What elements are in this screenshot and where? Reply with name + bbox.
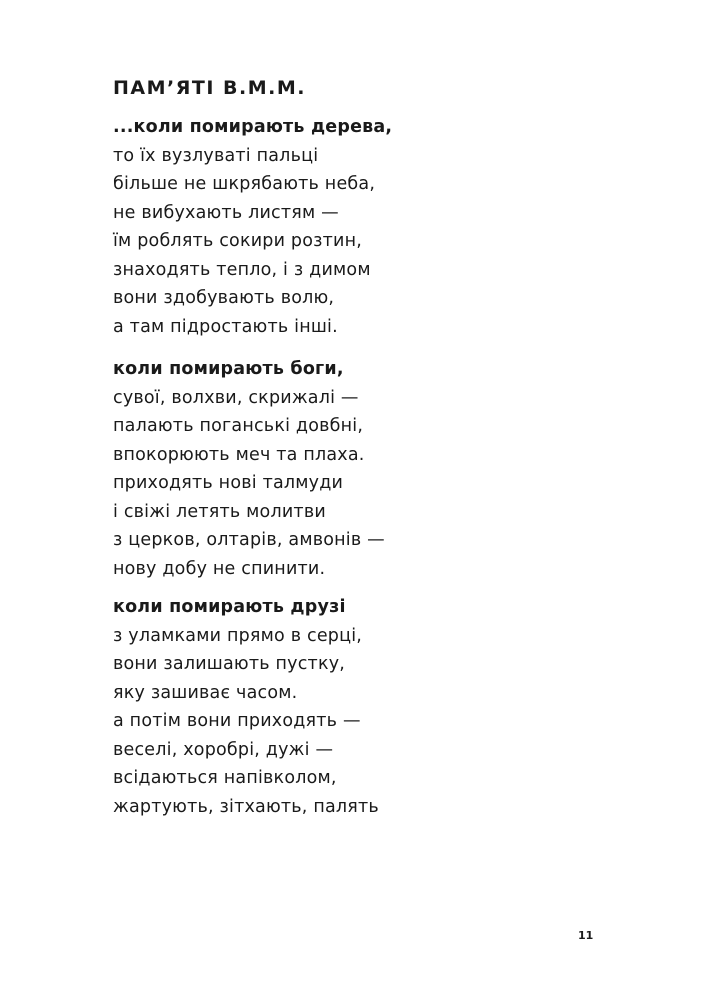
poem-line: палають поганські довбні, — [113, 416, 364, 436]
poem-line: знаходять тепло, і з димом — [113, 259, 371, 280]
poem-line: то їх вузлуваті пальці — [113, 145, 319, 166]
poem-line: нову добу не спинити. — [113, 558, 326, 579]
poem-line: а потім вони приходять — — [113, 711, 361, 731]
poem-line: сувої, волхви, скрижалі — — [113, 387, 359, 408]
poem-line: жартують, зітхають, палять — [113, 796, 379, 817]
stanza-2 — [113, 355, 385, 583]
poem-line: більше не шкрябають неба, — [113, 174, 376, 194]
poem-line: веселі, хоробрі, дужі — — [113, 739, 334, 760]
stanza-3 — [113, 593, 379, 821]
poem-line: вони залишають пустку, — [113, 654, 346, 674]
poem-line: приходять нові талмуди — [113, 473, 344, 493]
poem-title: ПАМ’ЯТІ В.М.М. — [113, 77, 306, 99]
poem-line: вони здобувають волю, — [113, 288, 335, 308]
page-number: 11 — [578, 929, 594, 942]
poem-line: а там підростають інші. — [113, 316, 338, 337]
stanza-first-line: ...коли помирають дерева, — [113, 117, 393, 137]
poem-line: не вибухають листям — — [113, 202, 339, 223]
poem-line: яку зашиває часом. — [113, 682, 298, 703]
poem-line: з уламками прямо в серці, — [113, 625, 363, 646]
poem-line: впокорюють меч та плаха. — [113, 444, 365, 465]
poem-line: їм роблять сокири розтин, — [113, 231, 363, 251]
stanza-1 — [113, 113, 392, 341]
stanza-first-line: коли помирають друзі — [113, 597, 346, 617]
stanza-first-line: коли помирають боги, — [113, 359, 344, 379]
poem-line: всідаються напівколом, — [113, 768, 337, 788]
poem-line: з церков, олтарів, амвонів — — [113, 530, 385, 550]
poem-line: і свіжі летять молитви — [113, 501, 326, 522]
